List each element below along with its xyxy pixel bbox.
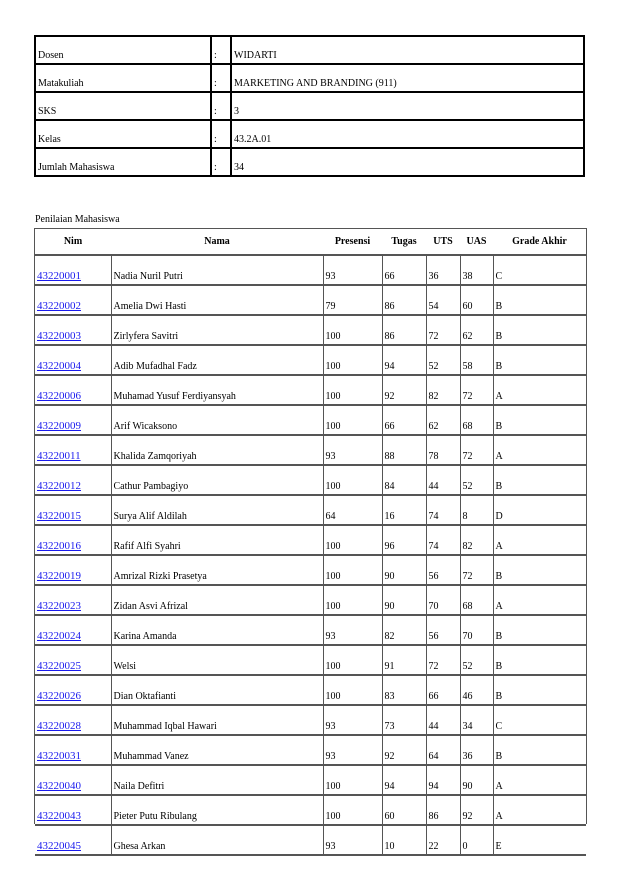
cell-tugas: 92 xyxy=(382,375,426,405)
cell-uas: 58 xyxy=(460,345,493,375)
cell-nama: Naila Defitri xyxy=(111,765,323,795)
cell-presensi: 100 xyxy=(323,345,382,375)
cell-uts: 86 xyxy=(426,795,460,825)
cell-presensi: 93 xyxy=(323,735,382,765)
cell-presensi: 93 xyxy=(323,435,382,465)
cell-grade-akhir: B xyxy=(493,615,586,645)
info-row-matakuliah xyxy=(35,64,584,92)
cell-nama: Pieter Putu Ribulang xyxy=(111,795,323,825)
cell-presensi: 93 xyxy=(323,615,382,645)
info-colon: : xyxy=(211,148,231,176)
cell-presensi: 93 xyxy=(323,705,382,735)
header-nama: Nama xyxy=(111,229,323,255)
cell-uts: 70 xyxy=(426,585,460,615)
info-colon: : xyxy=(211,36,231,64)
cell-nama: Muhammad Iqbal Hawari xyxy=(111,705,323,735)
cell-grade-akhir: B xyxy=(493,345,586,375)
table-row xyxy=(35,405,586,435)
course-info-table xyxy=(34,35,585,177)
cell-presensi: 100 xyxy=(323,525,382,555)
cell-nim xyxy=(35,345,111,375)
cell-uts: 52 xyxy=(426,345,460,375)
cell-uas: 62 xyxy=(460,315,493,345)
grades-table xyxy=(35,229,586,856)
cell-nama: Zirlyfera Savitri xyxy=(111,315,323,345)
cell-grade-akhir: B xyxy=(493,555,586,585)
cell-tugas: 96 xyxy=(382,525,426,555)
nim-link[interactable]: 43220016 xyxy=(37,540,81,552)
info-value: 34 xyxy=(231,148,584,176)
cell-nama: Zidan Asvi Afrizal xyxy=(111,585,323,615)
cell-uas: 82 xyxy=(460,525,493,555)
table-row xyxy=(35,765,586,795)
info-label: Dosen xyxy=(35,36,211,64)
header-tugas: Tugas xyxy=(382,229,426,255)
cell-uts: 62 xyxy=(426,405,460,435)
cell-tugas: 90 xyxy=(382,585,426,615)
info-colon: : xyxy=(211,92,231,120)
cell-uts: 22 xyxy=(426,825,460,855)
info-row-dosen xyxy=(35,36,584,64)
cell-uas: 46 xyxy=(460,675,493,705)
cell-uas: 68 xyxy=(460,405,493,435)
cell-tugas: 94 xyxy=(382,765,426,795)
cell-nama: Amrizal Rizki Prasetya xyxy=(111,555,323,585)
cell-uas: 72 xyxy=(460,555,493,585)
cell-presensi: 100 xyxy=(323,645,382,675)
table-row xyxy=(35,465,586,495)
cell-nama: Adib Mufadhal Fadz xyxy=(111,345,323,375)
cell-grade-akhir: C xyxy=(493,705,586,735)
cell-presensi: 93 xyxy=(323,255,382,285)
cell-nim xyxy=(35,585,111,615)
cell-uas: 72 xyxy=(460,435,493,465)
header-presensi: Presensi xyxy=(323,229,382,255)
table-row xyxy=(35,435,586,465)
table-row xyxy=(35,495,586,525)
cell-nama: Muhammad Vanez xyxy=(111,735,323,765)
cell-nama: Muhamad Yusuf Ferdiyansyah xyxy=(111,375,323,405)
cell-uas: 38 xyxy=(460,255,493,285)
info-value: 43.2A.01 xyxy=(231,120,584,148)
info-value: WIDARTI xyxy=(231,36,584,64)
cell-uas: 36 xyxy=(460,735,493,765)
cell-nama: Welsi xyxy=(111,645,323,675)
cell-nim xyxy=(35,285,111,315)
table-row xyxy=(35,645,586,675)
header-nim: Nim xyxy=(35,229,111,255)
cell-uts: 72 xyxy=(426,645,460,675)
cell-nim xyxy=(35,735,111,765)
cell-uas: 52 xyxy=(460,465,493,495)
nim-link[interactable]: 43220043 xyxy=(37,810,81,822)
cell-uas: 72 xyxy=(460,375,493,405)
cell-nama: Rafif Alfi Syahri xyxy=(111,525,323,555)
cell-tugas: 90 xyxy=(382,555,426,585)
info-label: Matakuliah xyxy=(35,64,211,92)
nim-link[interactable]: 43220023 xyxy=(37,600,81,612)
cell-presensi: 100 xyxy=(323,765,382,795)
cell-nim xyxy=(35,315,111,345)
cell-nim xyxy=(35,765,111,795)
cell-grade-akhir: B xyxy=(493,405,586,435)
cell-nim xyxy=(35,825,111,855)
cell-uas: 0 xyxy=(460,825,493,855)
cell-uts: 78 xyxy=(426,435,460,465)
cell-presensi: 100 xyxy=(323,375,382,405)
cell-nim xyxy=(35,405,111,435)
cell-nama: Khalida Zamqoriyah xyxy=(111,435,323,465)
nim-link[interactable]: 43220031 xyxy=(37,750,81,762)
cell-grade-akhir: B xyxy=(493,465,586,495)
nim-link[interactable]: 43220009 xyxy=(37,420,81,432)
cell-tugas: 83 xyxy=(382,675,426,705)
cell-uts: 74 xyxy=(426,525,460,555)
table-row xyxy=(35,255,586,285)
table-row xyxy=(35,555,586,585)
cell-nim xyxy=(35,645,111,675)
header-grade-akhir: Grade Akhir xyxy=(493,229,586,255)
cell-presensi: 100 xyxy=(323,675,382,705)
cell-grade-akhir: A xyxy=(493,585,586,615)
grades-header-row xyxy=(35,229,586,255)
table-row xyxy=(35,735,586,765)
cell-uas: 70 xyxy=(460,615,493,645)
nim-link[interactable]: 43220003 xyxy=(37,330,81,342)
cell-uas: 60 xyxy=(460,285,493,315)
cell-tugas: 10 xyxy=(382,825,426,855)
cell-uts: 82 xyxy=(426,375,460,405)
cell-uas: 92 xyxy=(460,795,493,825)
cell-presensi: 79 xyxy=(323,285,382,315)
cell-uts: 44 xyxy=(426,705,460,735)
cell-presensi: 100 xyxy=(323,405,382,435)
cell-presensi: 100 xyxy=(323,465,382,495)
info-row-jumlah-mahasiswa xyxy=(35,148,584,176)
info-value: 3 xyxy=(231,92,584,120)
nim-link[interactable]: 43220004 xyxy=(37,360,81,372)
nim-link[interactable]: 43220001 xyxy=(37,270,81,282)
table-row xyxy=(35,285,586,315)
cell-nama: Karina Amanda xyxy=(111,615,323,645)
cell-nim xyxy=(35,615,111,645)
header-uts: UTS xyxy=(426,229,460,255)
cell-uas: 34 xyxy=(460,705,493,735)
cell-tugas: 16 xyxy=(382,495,426,525)
cell-uts: 54 xyxy=(426,285,460,315)
nim-link[interactable]: 43220025 xyxy=(37,660,81,672)
cell-nim xyxy=(35,795,111,825)
cell-uas: 68 xyxy=(460,585,493,615)
info-row-sks xyxy=(35,92,584,120)
cell-uts: 66 xyxy=(426,675,460,705)
cell-grade-akhir: B xyxy=(493,645,586,675)
cell-grade-akhir: A xyxy=(493,765,586,795)
cell-tugas: 73 xyxy=(382,705,426,735)
cell-uts: 36 xyxy=(426,255,460,285)
table-row xyxy=(35,795,586,825)
cell-presensi: 64 xyxy=(323,495,382,525)
table-row xyxy=(35,315,586,345)
cell-nim xyxy=(35,435,111,465)
cell-grade-akhir: A xyxy=(493,795,586,825)
cell-nama: Ghesa Arkan xyxy=(111,825,323,855)
cell-nama: Cathur Pambagiyo xyxy=(111,465,323,495)
table-row xyxy=(35,375,586,405)
table-row xyxy=(35,705,586,735)
nim-link[interactable]: 43220040 xyxy=(37,780,81,792)
cell-nim xyxy=(35,555,111,585)
cell-nama: Surya Alif Aldilah xyxy=(111,495,323,525)
nim-link[interactable]: 43220002 xyxy=(37,300,81,312)
cell-uts: 72 xyxy=(426,315,460,345)
table-row xyxy=(35,825,586,855)
info-value: MARKETING AND BRANDING (911) xyxy=(231,64,584,92)
nim-link[interactable]: 43220015 xyxy=(37,510,81,522)
info-label: Kelas xyxy=(35,120,211,148)
nim-link[interactable]: 43220011 xyxy=(37,450,81,462)
cell-uas: 8 xyxy=(460,495,493,525)
cell-grade-akhir: B xyxy=(493,285,586,315)
grades-table-container xyxy=(34,228,587,852)
info-row-kelas xyxy=(35,120,584,148)
cell-tugas: 86 xyxy=(382,315,426,345)
cell-nim xyxy=(35,495,111,525)
cell-grade-akhir: B xyxy=(493,735,586,765)
cell-presensi: 100 xyxy=(323,555,382,585)
table-row xyxy=(35,675,586,705)
cell-nama: Nadia Nuril Putri xyxy=(111,255,323,285)
table-row xyxy=(35,585,586,615)
cell-presensi: 100 xyxy=(323,585,382,615)
cell-tugas: 86 xyxy=(382,285,426,315)
nim-link[interactable]: 43220026 xyxy=(37,690,81,702)
table-row xyxy=(35,615,586,645)
cell-uts: 56 xyxy=(426,555,460,585)
cell-uts: 94 xyxy=(426,765,460,795)
cell-nim xyxy=(35,255,111,285)
cell-grade-akhir: D xyxy=(493,495,586,525)
nim-link[interactable]: 43220024 xyxy=(37,630,81,642)
cell-tugas: 94 xyxy=(382,345,426,375)
cell-grade-akhir: B xyxy=(493,315,586,345)
cell-grade-akhir: B xyxy=(493,675,586,705)
cell-tugas: 91 xyxy=(382,645,426,675)
cell-tugas: 66 xyxy=(382,255,426,285)
cell-tugas: 60 xyxy=(382,795,426,825)
cell-uts: 64 xyxy=(426,735,460,765)
cell-presensi: 100 xyxy=(323,795,382,825)
header-uas: UAS xyxy=(460,229,493,255)
cell-nim xyxy=(35,675,111,705)
cell-uts: 56 xyxy=(426,615,460,645)
table-row xyxy=(35,345,586,375)
cell-tugas: 92 xyxy=(382,735,426,765)
info-colon: : xyxy=(211,64,231,92)
cell-grade-akhir: A xyxy=(493,375,586,405)
cell-uas: 52 xyxy=(460,645,493,675)
cell-grade-akhir: A xyxy=(493,525,586,555)
cell-grade-akhir: C xyxy=(493,255,586,285)
cell-nim xyxy=(35,525,111,555)
cell-nama: Dian Oktafianti xyxy=(111,675,323,705)
nim-link[interactable]: 43220012 xyxy=(37,480,81,492)
cell-tugas: 82 xyxy=(382,615,426,645)
cell-grade-akhir: E xyxy=(493,825,586,855)
info-label: SKS xyxy=(35,92,211,120)
cell-tugas: 66 xyxy=(382,405,426,435)
nim-link[interactable]: 43220045 xyxy=(37,840,81,852)
nim-link[interactable]: 43220028 xyxy=(37,720,81,732)
cell-uts: 44 xyxy=(426,465,460,495)
cell-nim xyxy=(35,465,111,495)
cell-presensi: 100 xyxy=(323,315,382,345)
table-row xyxy=(35,525,586,555)
cell-nama: Arif Wicaksono xyxy=(111,405,323,435)
cell-nim xyxy=(35,375,111,405)
cell-presensi: 93 xyxy=(323,825,382,855)
cell-nama: Amelia Dwi Hasti xyxy=(111,285,323,315)
cell-uts: 74 xyxy=(426,495,460,525)
cell-uas: 90 xyxy=(460,765,493,795)
cell-grade-akhir: A xyxy=(493,435,586,465)
cell-tugas: 88 xyxy=(382,435,426,465)
nim-link[interactable]: 43220006 xyxy=(37,390,81,402)
info-colon: : xyxy=(211,120,231,148)
section-title: Penilaian Mahasiswa xyxy=(35,214,120,225)
info-label: Jumlah Mahasiswa xyxy=(35,148,211,176)
cell-nim xyxy=(35,705,111,735)
cell-tugas: 84 xyxy=(382,465,426,495)
nim-link[interactable]: 43220019 xyxy=(37,570,81,582)
